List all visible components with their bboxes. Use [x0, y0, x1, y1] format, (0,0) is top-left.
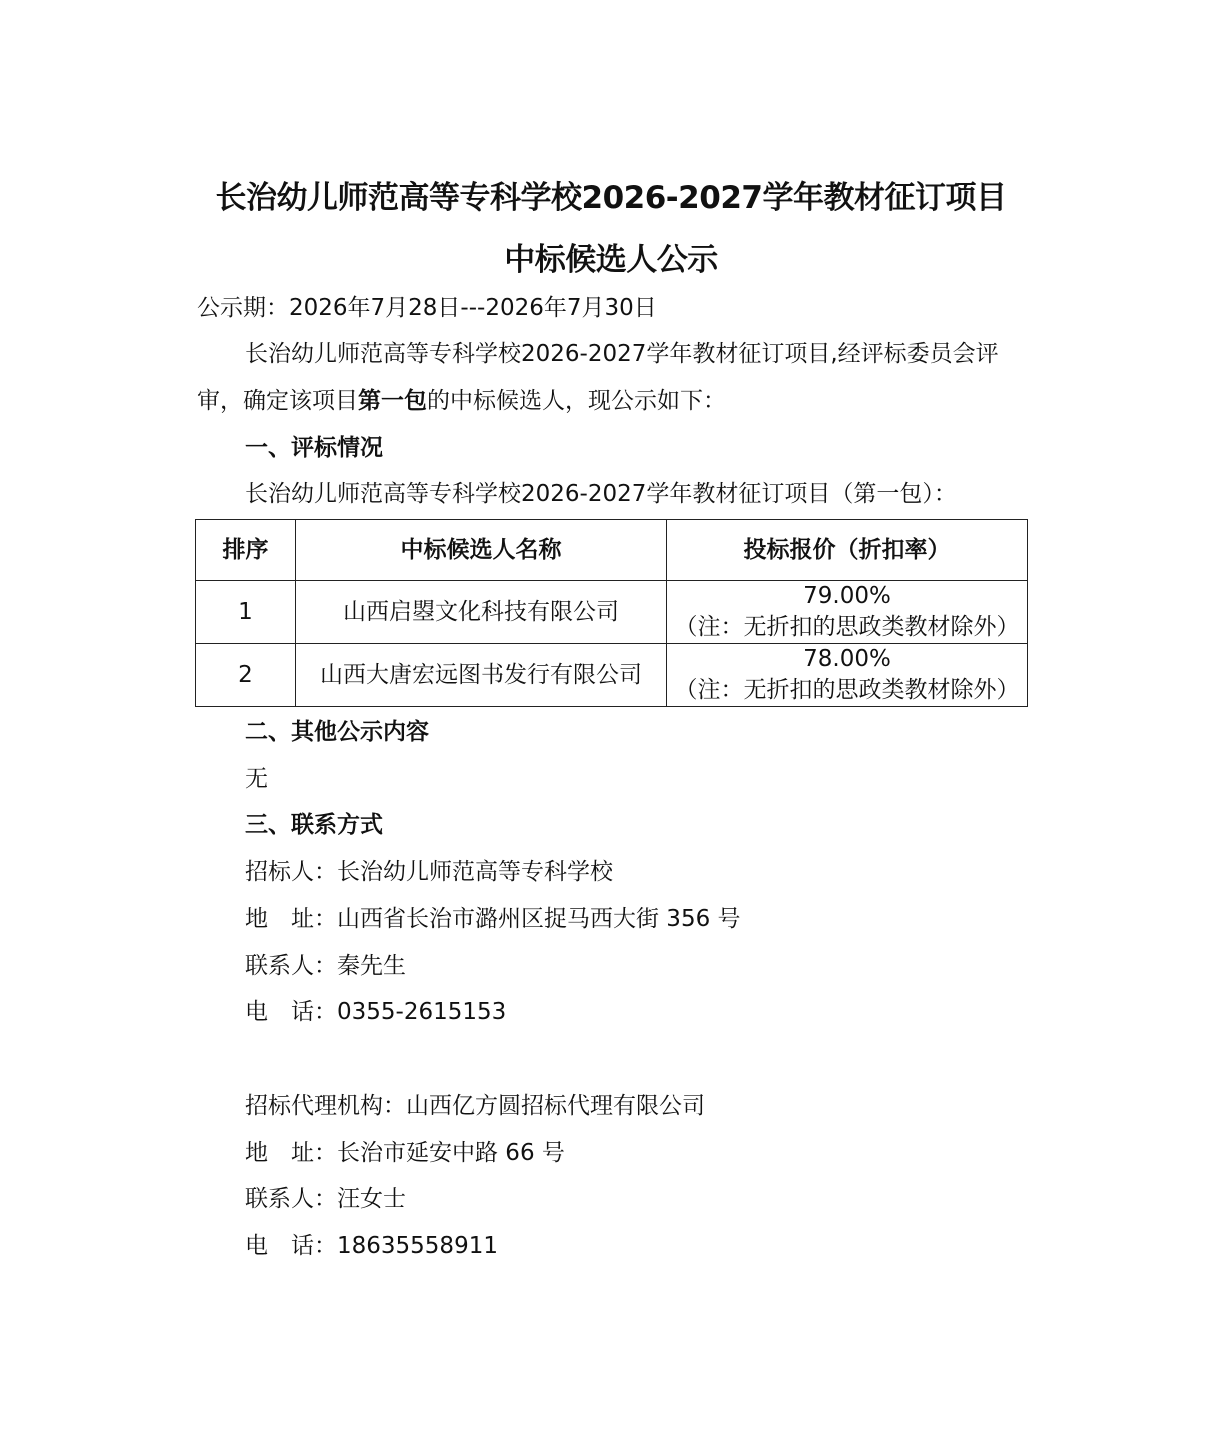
section-heading-other: 二、其他公示内容	[245, 719, 429, 745]
bid-discount-rate: 78.00%	[803, 646, 891, 672]
header-candidate-name: 中标候选人名称	[296, 520, 667, 581]
tenderer-phone: 电 话：0355-2615153	[245, 999, 507, 1025]
candidates-table	[195, 519, 1028, 707]
table-header-row	[196, 520, 1028, 581]
bid-discount-rate: 79.00%	[803, 583, 891, 609]
table-row	[196, 581, 1028, 644]
intro-prefix: 审，确定该项目	[197, 388, 358, 414]
document-title-line-1: 长治幼儿师范高等专科学校2026-2027学年教材征订项目	[215, 180, 1007, 216]
bid-note: （注：无折扣的思政类教材除外）	[674, 677, 1020, 703]
document-title-line-2: 中标候选人公示	[504, 242, 718, 278]
intro-line-1: 长治幼儿师范高等专科学校2026-2027学年教材征订项目,经评标委员会评	[245, 341, 999, 367]
agency-name: 招标代理机构：山西亿方圆招标代理有限公司	[245, 1093, 705, 1119]
header-bid-price: 投标报价（折扣率）	[667, 520, 1028, 581]
table-row	[196, 644, 1028, 707]
tenderer-contact: 联系人：秦先生	[245, 953, 406, 979]
row-bid-price	[667, 644, 1028, 707]
row-bid-price	[667, 581, 1028, 644]
other-content: 无	[245, 766, 268, 792]
section-heading-evaluation: 一、评标情况	[245, 435, 383, 461]
tenderer-address: 地 址：山西省长治市潞州区捉马西大街 356 号	[245, 906, 741, 932]
row-rank: 2	[196, 644, 296, 707]
row-candidate-name: 山西大唐宏远图书发行有限公司	[296, 644, 667, 707]
evaluation-subtitle: 长治幼儿师范高等专科学校2026-2027学年教材征订项目（第一包）：	[245, 481, 957, 507]
intro-package-emphasis: 第一包	[358, 388, 427, 414]
agency-contact: 联系人：汪女士	[245, 1186, 406, 1212]
section-heading-contact: 三、联系方式	[245, 812, 383, 838]
agency-address: 地 址：长治市延安中路 66 号	[245, 1140, 565, 1166]
header-rank: 排序	[196, 520, 296, 581]
intro-suffix: 的中标候选人，现公示如下：	[427, 388, 726, 414]
agency-phone: 电 话：18635558911	[245, 1233, 498, 1259]
row-candidate-name: 山西启曌文化科技有限公司	[296, 581, 667, 644]
announcement-period: 公示期：2026年7月28日---2026年7月30日	[197, 295, 657, 321]
tenderer-name: 招标人：长治幼儿师范高等专科学校	[245, 859, 613, 885]
intro-line-2	[197, 390, 726, 413]
bid-note: （注：无折扣的思政类教材除外）	[674, 614, 1020, 640]
row-rank: 1	[196, 581, 296, 644]
